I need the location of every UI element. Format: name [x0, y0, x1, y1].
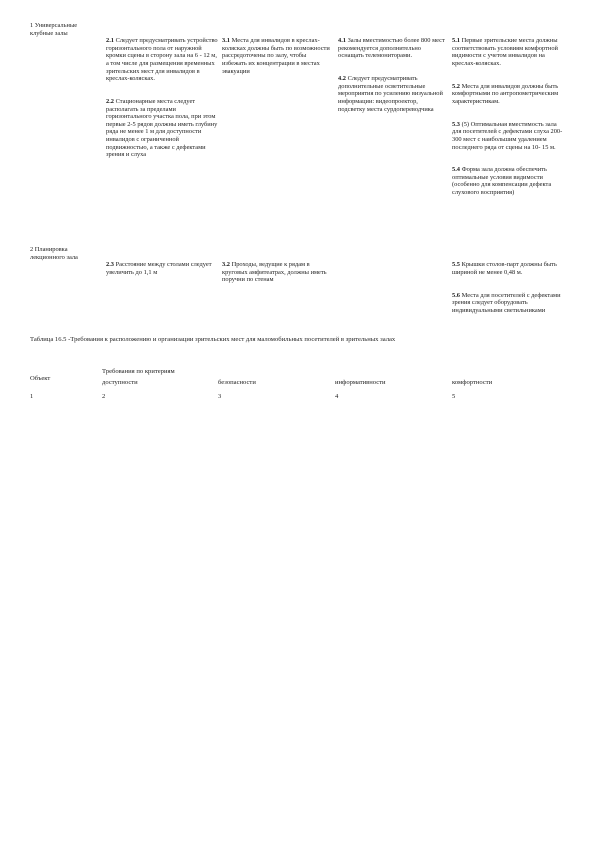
header-informativeness: информативности	[335, 379, 386, 386]
header-safety: безопасности	[218, 379, 256, 386]
column-number-4: 4	[335, 393, 339, 400]
row-2-object: 2 Планировка лекционного зала	[30, 246, 78, 261]
row-2-comfort	[452, 246, 566, 330]
header-object: Объект	[30, 375, 51, 382]
table-caption: Таблица 16.5 -Требования к расположению и организации зрительских мест для маломобильных посетителей в зрительных залах	[30, 336, 396, 343]
req-4-2: 4.2 Следует предусматривать дополнительные осветительные мероприятия по усилению визуальной информации: видеопроектор, подсветку места сурдопереводчика	[338, 75, 445, 113]
row-1-informativeness	[338, 22, 446, 128]
req-2-2: 2.2 Стационарные места следует располагать за пределами горизонтального участка пола, при этом первые 2-5 рядов должны иметь глубину ряда не менее 1 м для доступности инвалидов с ограниченной подвижностью, а также с дефектами зрения и слуха	[106, 97, 219, 159]
column-number-2: 2	[102, 393, 106, 400]
header-comfort: комфортности	[452, 379, 493, 386]
req-5-6: 5.6 Места для посетителей с дефектами зрения следует оборудовать индивидуальными светильниками	[452, 291, 563, 314]
row-1-accessibility	[106, 22, 218, 174]
req-5-1: 5.1 Первые зрительские места должны соответствовать условиям комфортной видимости с учетом инвалидов на креслах-колясках.	[452, 37, 560, 67]
req-3-2: 3.2 Проходы, ведущие к рядам в круговых амфитеатрах, должны иметь поручни по стенам	[222, 261, 329, 284]
req-5-4: 5.4 Форма зала должна обеспечить оптимальные условия видимости (особенно для компенсации дефекта слухового восприятия)	[452, 166, 553, 197]
req-3-1: 3.1 Места для инвалидов в креслах-колясках должны быть по возможности рассредоточены по залу, чтобы избежать их концентрации в местах эвакуации	[222, 37, 332, 75]
req-2-1: 2.1 Следует предусматривать устройство горизонтального пола от наружной кромки сцены в сторону зала на 6 - 12 м, а том числе для размещения временных зрительских мест для инвалидов в креслах-колясках.	[106, 37, 220, 83]
row-1-object: 1 Универсальные клубные залы	[30, 22, 79, 37]
row-1-comfort	[452, 22, 566, 212]
row-2-safety	[222, 246, 330, 299]
column-number-3: 3	[218, 393, 222, 400]
req-5-5: 5.5 Крышки столов-парт должны быть шириной не менее 0,48 м.	[452, 261, 559, 276]
req-5-2: 5.2 Места для инвалидов должны быть комфортными по антропометрическим характеристикам.	[452, 82, 560, 105]
header-accessibility: доступности	[102, 379, 138, 386]
column-number-5: 5	[452, 393, 456, 400]
row-1-safety	[222, 22, 330, 90]
req-2-3: 2.3 Расстояние между столами следует увеличить до 1,1 м	[106, 261, 214, 276]
req-5-3: 5.3 (5) Оптимальная вместимость зала для посетителей с дефектами слуха 200-300 мест с наибольшим удалением последнего ряда от сцены на 10- 15 м.	[452, 120, 563, 151]
req-4-1: 4.1 Залы вместимостью более 800 мест рекомендуется дополнительно оснащать телемониторами.	[338, 37, 447, 60]
header-criteria-group: Требования по критериям	[102, 368, 175, 375]
row-2-accessibility	[106, 246, 218, 292]
column-number-1: 1	[30, 393, 34, 400]
